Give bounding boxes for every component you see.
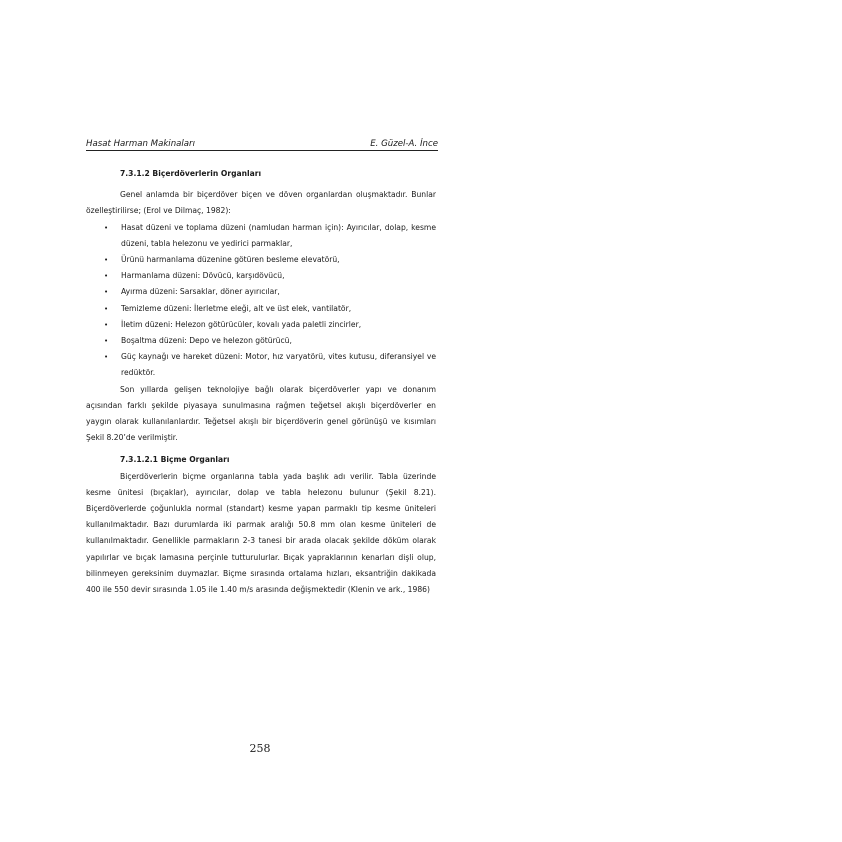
list-item <box>86 268 436 284</box>
list-item-text: Temizleme düzeni: İlerletme eleği, alt ve üst elek, vantilatör, <box>121 303 352 313</box>
body-paragraph: Son yıllarda gelişen teknolojiye bağlı olarak biçerdöverler yapı ve donanım açısından farklı şekilde piyasaya sunulmasına rağmen teğetsel akışlı biçerdöverler en yaygın olarak kullanılanlardır. Teğetsel akışlı bir biçerdöverin genel görünüşü ve kısımları Şekil 8.20’de verilmiştir. <box>86 384 436 443</box>
list-item <box>86 317 436 333</box>
running-header <box>86 138 438 151</box>
list-item-text: Ürünü harmanlama düzenine götüren besleme elevatörü, <box>121 255 340 265</box>
bullet-marker: • <box>104 288 109 297</box>
list-item <box>86 220 436 252</box>
body-paragraph: Biçerdöverlerin biçme organlarına tabla yada başlık adı verilir. Tabla üzerinde kesme ünitesi (bıçaklar), ayırıcılar, dolap ve tabla helezonu bulunur (Şekil 8.21). Biçerdöverlerde çoğunlukla normal (standart) kesme yapan parmaklı tip kesme üniteleri kullanılmaktadır. Bazı durumlarda iki parmak aralığı 50.8 mm olan kesme üniteleri de kullanılmaktadır. Genellikle parmakların 2-3 tanesi bir arada olacak şekilde döküm olarak yapılırlar ve bıçak lamasına perçinle tutturulurlar. Bıçak yapraklarının kenarları dişli olup, bilinmeyen gereksinim duymazlar. Biçme sırasında ortalama hızları, eksantriğin dakikada 400 ile 550 devir sırasında 1.05 ile 1.40 m/s arasında değişmektedir (Klenin ve ark., 1986) <box>86 471 436 595</box>
list-item-text: Harmanlama düzeni: Dövücü, karşıdövücü, <box>121 271 285 281</box>
bullet-marker: • <box>104 223 109 232</box>
list-item <box>86 284 436 300</box>
bullet-marker: • <box>104 256 109 265</box>
page-body <box>86 166 436 598</box>
list-item <box>86 333 436 349</box>
subsection-heading: 7.3.1.2.1 Biçme Organları <box>120 455 230 465</box>
list-item-text: Ayırma düzeni: Sarsaklar, döner ayırıcılar, <box>121 287 280 297</box>
list-item-text: İletim düzeni: Helezon götürücüler, kovalı yada paletli zincirler, <box>121 319 362 329</box>
intro-paragraph: Genel anlamda bir biçerdöver biçen ve döven organlardan oluşmaktadır. Bunlar özelleştirilirse; (Erol ve Dilmaç, 1982): <box>86 190 436 216</box>
bullet-marker: • <box>104 304 109 313</box>
header-authors: E. Güzel-A. İnce <box>370 139 438 149</box>
list-item <box>86 252 436 268</box>
organ-list <box>86 220 436 382</box>
list-item-text: Boşaltma düzeni: Depo ve helezon götürücü, <box>121 336 292 346</box>
list-item-text: Güç kaynağı ve hareket düzeni: Motor, hız varyatörü, vites kutusu, diferansiyel ve redüktör. <box>121 352 436 378</box>
bullet-marker: • <box>104 337 109 346</box>
list-item <box>86 301 436 317</box>
bullet-marker: • <box>104 272 109 281</box>
bullet-marker: • <box>104 353 109 362</box>
list-item-text: Hasat düzeni ve toplama düzeni (namludan harman için): Ayırıcılar, dolap, kesme düzeni, tabla helezonu ve yedirici parmaklar, <box>121 222 436 248</box>
list-item <box>86 349 436 381</box>
page-number: 258 <box>249 742 271 755</box>
bullet-marker: • <box>104 320 109 329</box>
section-heading: 7.3.1.2 Biçerdöverlerin Organları <box>120 169 262 178</box>
header-book-title: Hasat Harman Makinaları <box>86 139 195 149</box>
